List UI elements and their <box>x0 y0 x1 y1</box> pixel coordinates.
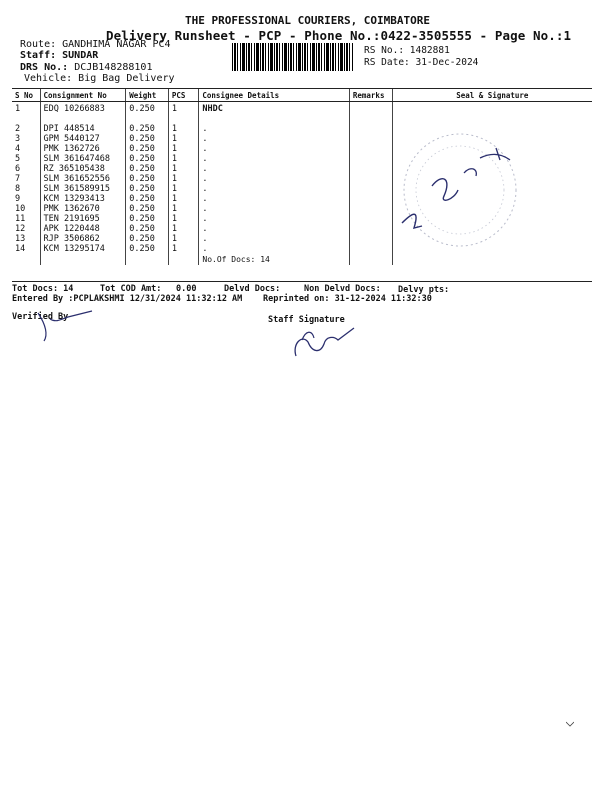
drs-line <box>20 62 152 73</box>
cell-sno: 6 <box>15 164 21 174</box>
no-of-docs: No.Of Docs: 14 <box>199 254 349 265</box>
cell-consignment: PMK 1362670 <box>40 204 126 214</box>
cell-remarks <box>349 174 392 184</box>
staff-signature-scribble <box>290 322 360 362</box>
cell-sno: 4 <box>15 144 21 154</box>
cell-weight: 0.250 <box>126 184 169 194</box>
col-consignment: Consignment No <box>40 89 126 102</box>
cell-weight: 0.250 <box>126 224 169 234</box>
cell-consignee: . <box>199 184 349 194</box>
cell-pcs: 1 <box>168 234 199 244</box>
cell-weight: 0.250 <box>126 144 169 154</box>
cell-seal <box>392 102 592 115</box>
tot-cod-label: Tot COD Amt: <box>100 284 162 294</box>
cell-consignee: . <box>199 244 349 254</box>
cell-consignee: . <box>199 174 349 184</box>
cell-remarks <box>349 194 392 204</box>
drs-label: DRS No.: <box>20 62 69 73</box>
cell-pcs: 1 <box>168 204 199 214</box>
table-spacer-row <box>12 114 592 124</box>
cell-sno: 1 <box>15 104 21 114</box>
cell-sno: 3 <box>15 134 21 144</box>
cell-remarks <box>349 124 392 134</box>
cell-pcs: 1 <box>168 124 199 134</box>
table-row <box>12 102 592 115</box>
cell-sno: 14 <box>15 244 26 254</box>
cell-remarks <box>349 204 392 214</box>
cell-consignment: RZ 365105438 <box>40 164 126 174</box>
col-pcs: PCS <box>168 89 199 102</box>
cell-weight: 0.250 <box>126 154 169 164</box>
cell-remarks <box>349 224 392 234</box>
seal-stamp <box>392 128 527 258</box>
cell-consignment: RJP 3506862 <box>40 234 126 244</box>
cell-consignment: APK 1220448 <box>40 224 126 234</box>
cell-consignee: . <box>199 124 349 134</box>
cell-consignee: . <box>199 164 349 174</box>
cell-remarks <box>349 164 392 174</box>
cell-consignee: . <box>199 214 349 224</box>
cell-consignment: KCM 13293413 <box>40 194 126 204</box>
cell-consignee: . <box>199 134 349 144</box>
delvd-docs: Delvd Docs: <box>224 284 281 294</box>
cell-sno: 13 <box>15 234 26 244</box>
cell-remarks <box>349 102 392 115</box>
cell-consignment: TEN 2191695 <box>40 214 126 224</box>
cell-consignee: . <box>199 224 349 234</box>
cell-consignee: . <box>199 194 349 204</box>
cell-pcs: 1 <box>168 214 199 224</box>
company-title: THE PROFESSIONAL COURIERS, COIMBATORE <box>185 14 431 27</box>
cell-consignment: SLM 361652556 <box>40 174 126 184</box>
cell-remarks <box>349 154 392 164</box>
cell-consignee: . <box>199 144 349 154</box>
cell-weight: 0.250 <box>126 194 169 204</box>
vehicle-text: Vehicle: Big Bag Delivery <box>24 73 175 84</box>
cell-consignment: SLM 361647468 <box>40 154 126 164</box>
cell-consignment: PMK 1362726 <box>40 144 126 154</box>
cell-sno: 5 <box>15 154 21 164</box>
cell-sno: 2 <box>15 124 21 134</box>
cell-pcs: 1 <box>168 144 199 154</box>
verifier-signature-scribble <box>32 305 102 343</box>
cell-consignment: DPI 448514 <box>40 124 126 134</box>
cell-remarks <box>349 184 392 194</box>
cell-weight: 0.250 <box>126 204 169 214</box>
cell-remarks <box>349 214 392 224</box>
cell-consignee: . <box>199 154 349 164</box>
delvy-pts: Delvy pts: <box>398 285 450 295</box>
rs-date: RS Date: 31-Dec-2024 <box>364 57 479 68</box>
cell-pcs: 1 <box>168 164 199 174</box>
route-text: Route: GANDHIMA NAGAR PC4 <box>20 39 171 50</box>
cell-sno: 9 <box>15 194 21 204</box>
cell-weight: 0.250 <box>126 214 169 224</box>
cell-sno: 7 <box>15 174 21 184</box>
runsheet-title: Delivery Runsheet - PCP - Phone No.:0422-3505555 - Page No.:1 <box>106 28 572 43</box>
tot-docs: Tot Docs: 14 <box>12 284 74 294</box>
cell-pcs: 1 <box>168 174 199 184</box>
cell-sno: 10 <box>15 204 26 214</box>
cell-consignee: . <box>199 234 349 244</box>
tot-cod-value: 0.00 <box>176 284 197 294</box>
cell-pcs: 1 <box>168 194 199 204</box>
cell-pcs: 1 <box>168 184 199 194</box>
cell-weight: 0.250 <box>126 174 169 184</box>
cell-pcs: 1 <box>168 244 199 254</box>
rs-no: RS No.: 1482881 <box>364 45 450 56</box>
verified-by: Verified By <box>12 312 69 322</box>
table-header-row <box>12 89 592 102</box>
cell-weight: 0.250 <box>126 244 169 254</box>
cell-remarks <box>349 244 392 254</box>
barcode <box>232 43 354 71</box>
cell-weight: 0.250 <box>126 164 169 174</box>
cell-consignee: . <box>199 204 349 214</box>
cell-pcs: 1 <box>168 154 199 164</box>
cell-remarks <box>349 134 392 144</box>
staff-signature: Staff Signature <box>268 315 345 325</box>
cell-consignment: KCM 13295174 <box>40 244 126 254</box>
table-bottom-rule <box>12 281 592 282</box>
cell-sno: 8 <box>15 184 21 194</box>
cell-sno: 12 <box>15 224 26 234</box>
col-sno: S No <box>12 89 40 102</box>
non-delvd-docs: Non Delvd Docs: <box>304 284 381 294</box>
cell-pcs: 1 <box>168 134 199 144</box>
cell-weight: 0.250 <box>126 102 169 115</box>
col-seal: Seal & Signature <box>392 89 592 102</box>
cell-remarks <box>349 144 392 154</box>
col-weight: Weight <box>126 89 169 102</box>
staff-text: Staff: SUNDAR <box>20 50 99 61</box>
reprinted-on: Reprinted on: 31-12-2024 11:32:30 <box>263 294 432 304</box>
col-remarks: Remarks <box>349 89 392 102</box>
cell-pcs: 1 <box>168 224 199 234</box>
col-consignee: Consignee Details <box>199 89 349 102</box>
cell-sno: 11 <box>15 214 26 224</box>
drs-value: DCJB148288101 <box>74 62 153 73</box>
entered-by: Entered By :PCPLAKSHMI 12/31/2024 11:32:12 AM <box>12 294 243 304</box>
cell-consignment: SLM 361589915 <box>40 184 126 194</box>
cell-pcs: 1 <box>168 102 199 115</box>
corner-mark <box>566 721 574 727</box>
cell-weight: 0.250 <box>126 124 169 134</box>
cell-consignment: GPM 5440127 <box>40 134 126 144</box>
cell-consignee: NHDC <box>199 102 349 115</box>
cell-remarks <box>349 234 392 244</box>
cell-weight: 0.250 <box>126 234 169 244</box>
cell-consignment: EDQ 10266883 <box>40 102 126 115</box>
cell-weight: 0.250 <box>126 134 169 144</box>
